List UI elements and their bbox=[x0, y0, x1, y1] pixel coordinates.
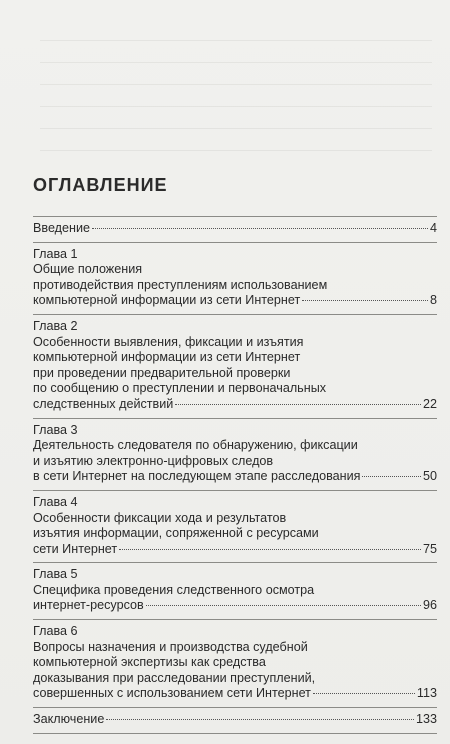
toc-title-line: Особенности фиксации хода и результатов bbox=[33, 510, 287, 525]
toc-leader-line bbox=[33, 598, 437, 614]
toc-title-line: следственных действий bbox=[33, 396, 174, 411]
toc-chapter-label: Глава 1 bbox=[33, 246, 78, 261]
dot-leader bbox=[119, 549, 421, 550]
toc-page-number: 96 bbox=[422, 598, 437, 613]
toc-page-number: 22 bbox=[422, 396, 437, 411]
toc-title-line: доказывания при расследовании преступлений, bbox=[33, 670, 316, 685]
dot-leader bbox=[313, 693, 415, 694]
toc-title-line: сети Интернет bbox=[33, 541, 118, 556]
toc-title-line: Введение bbox=[33, 221, 91, 235]
toc-entry[interactable] bbox=[33, 491, 437, 562]
toc-title-line: Вопросы назначения и производства судебной bbox=[33, 639, 308, 654]
toc-title-line: компьютерной информации из сети Интернет bbox=[33, 350, 301, 365]
toc-chapter-label: Глава 4 bbox=[33, 494, 78, 509]
toc-title-line: Деятельность следователя по обнаружению, фиксации bbox=[33, 438, 358, 453]
toc-leader-line bbox=[33, 469, 437, 485]
toc-page-number: 113 bbox=[416, 686, 437, 701]
dot-leader bbox=[146, 605, 421, 606]
toc-leader-line bbox=[33, 686, 437, 702]
toc-title-line: по сообщению о преступлении и первоначальных bbox=[33, 381, 327, 396]
toc-title-line: противодействия преступлениям использованием bbox=[33, 277, 328, 292]
dot-leader bbox=[302, 300, 428, 301]
toc-chapter-label: Глава 3 bbox=[33, 422, 78, 437]
dot-leader bbox=[175, 404, 421, 405]
toc-title-line: интернет-ресурсов bbox=[33, 598, 144, 613]
toc-title-line: Специфика проведения следственного осмотра bbox=[33, 582, 315, 597]
toc-entry[interactable] bbox=[33, 315, 437, 418]
toc-chapter-label: Глава 6 bbox=[33, 624, 78, 639]
toc-heading: ОГЛАВЛЕНИЕ bbox=[33, 175, 168, 195]
toc-title-line: изъятия информации, сопряженной с ресурсами bbox=[33, 526, 319, 541]
toc-entry[interactable] bbox=[33, 708, 437, 733]
toc-chapter-label: Глава 2 bbox=[33, 318, 78, 333]
toc-title-line: Особенности выявления, фиксации и изъятия bbox=[33, 334, 304, 349]
dot-leader bbox=[106, 719, 414, 720]
toc-page-number: 133 bbox=[415, 712, 437, 727]
toc-entry[interactable] bbox=[33, 563, 437, 619]
toc-title-line: при проведении предварительной проверки bbox=[33, 365, 291, 380]
dot-leader bbox=[92, 228, 428, 229]
toc-page-number: 50 bbox=[422, 469, 437, 484]
show-through-line bbox=[40, 106, 432, 107]
toc-entry[interactable] bbox=[33, 419, 437, 490]
dot-leader bbox=[362, 476, 421, 477]
toc-page-number: 4 bbox=[429, 221, 437, 235]
show-through-line bbox=[40, 40, 432, 41]
show-through-line bbox=[40, 62, 432, 63]
toc-title-line: в сети Интернет на последующем этапе расследования bbox=[33, 469, 361, 484]
toc-leader-line bbox=[33, 293, 437, 309]
toc-entry[interactable] bbox=[33, 620, 437, 707]
toc-leader-line bbox=[33, 397, 437, 413]
toc-entry[interactable] bbox=[33, 217, 437, 242]
toc-chapter-label: Глава 5 bbox=[33, 567, 78, 582]
show-through-line bbox=[40, 128, 432, 129]
toc-title-line: и изъятию электронно-цифровых следов bbox=[33, 453, 274, 468]
toc-leader-line bbox=[33, 221, 437, 237]
toc-entry[interactable] bbox=[33, 243, 437, 314]
show-through-line bbox=[40, 84, 432, 85]
toc-page-number: 8 bbox=[429, 293, 437, 308]
toc-title-line: компьютерной информации из сети Интернет bbox=[33, 293, 301, 308]
show-through-line bbox=[40, 150, 432, 151]
toc-divider bbox=[33, 733, 437, 734]
toc-title-line: совершенных с использованием сети Интернет bbox=[33, 686, 311, 701]
toc-title-line: компьютерной экспертизы как средства bbox=[33, 655, 266, 670]
toc-leader-line bbox=[33, 542, 437, 558]
toc-title-line: Заключение bbox=[33, 712, 105, 727]
toc-page-number: 75 bbox=[422, 541, 437, 556]
table-of-contents bbox=[33, 216, 437, 734]
toc-leader-line bbox=[33, 712, 437, 728]
toc-title-line: Общие положения bbox=[33, 262, 143, 277]
